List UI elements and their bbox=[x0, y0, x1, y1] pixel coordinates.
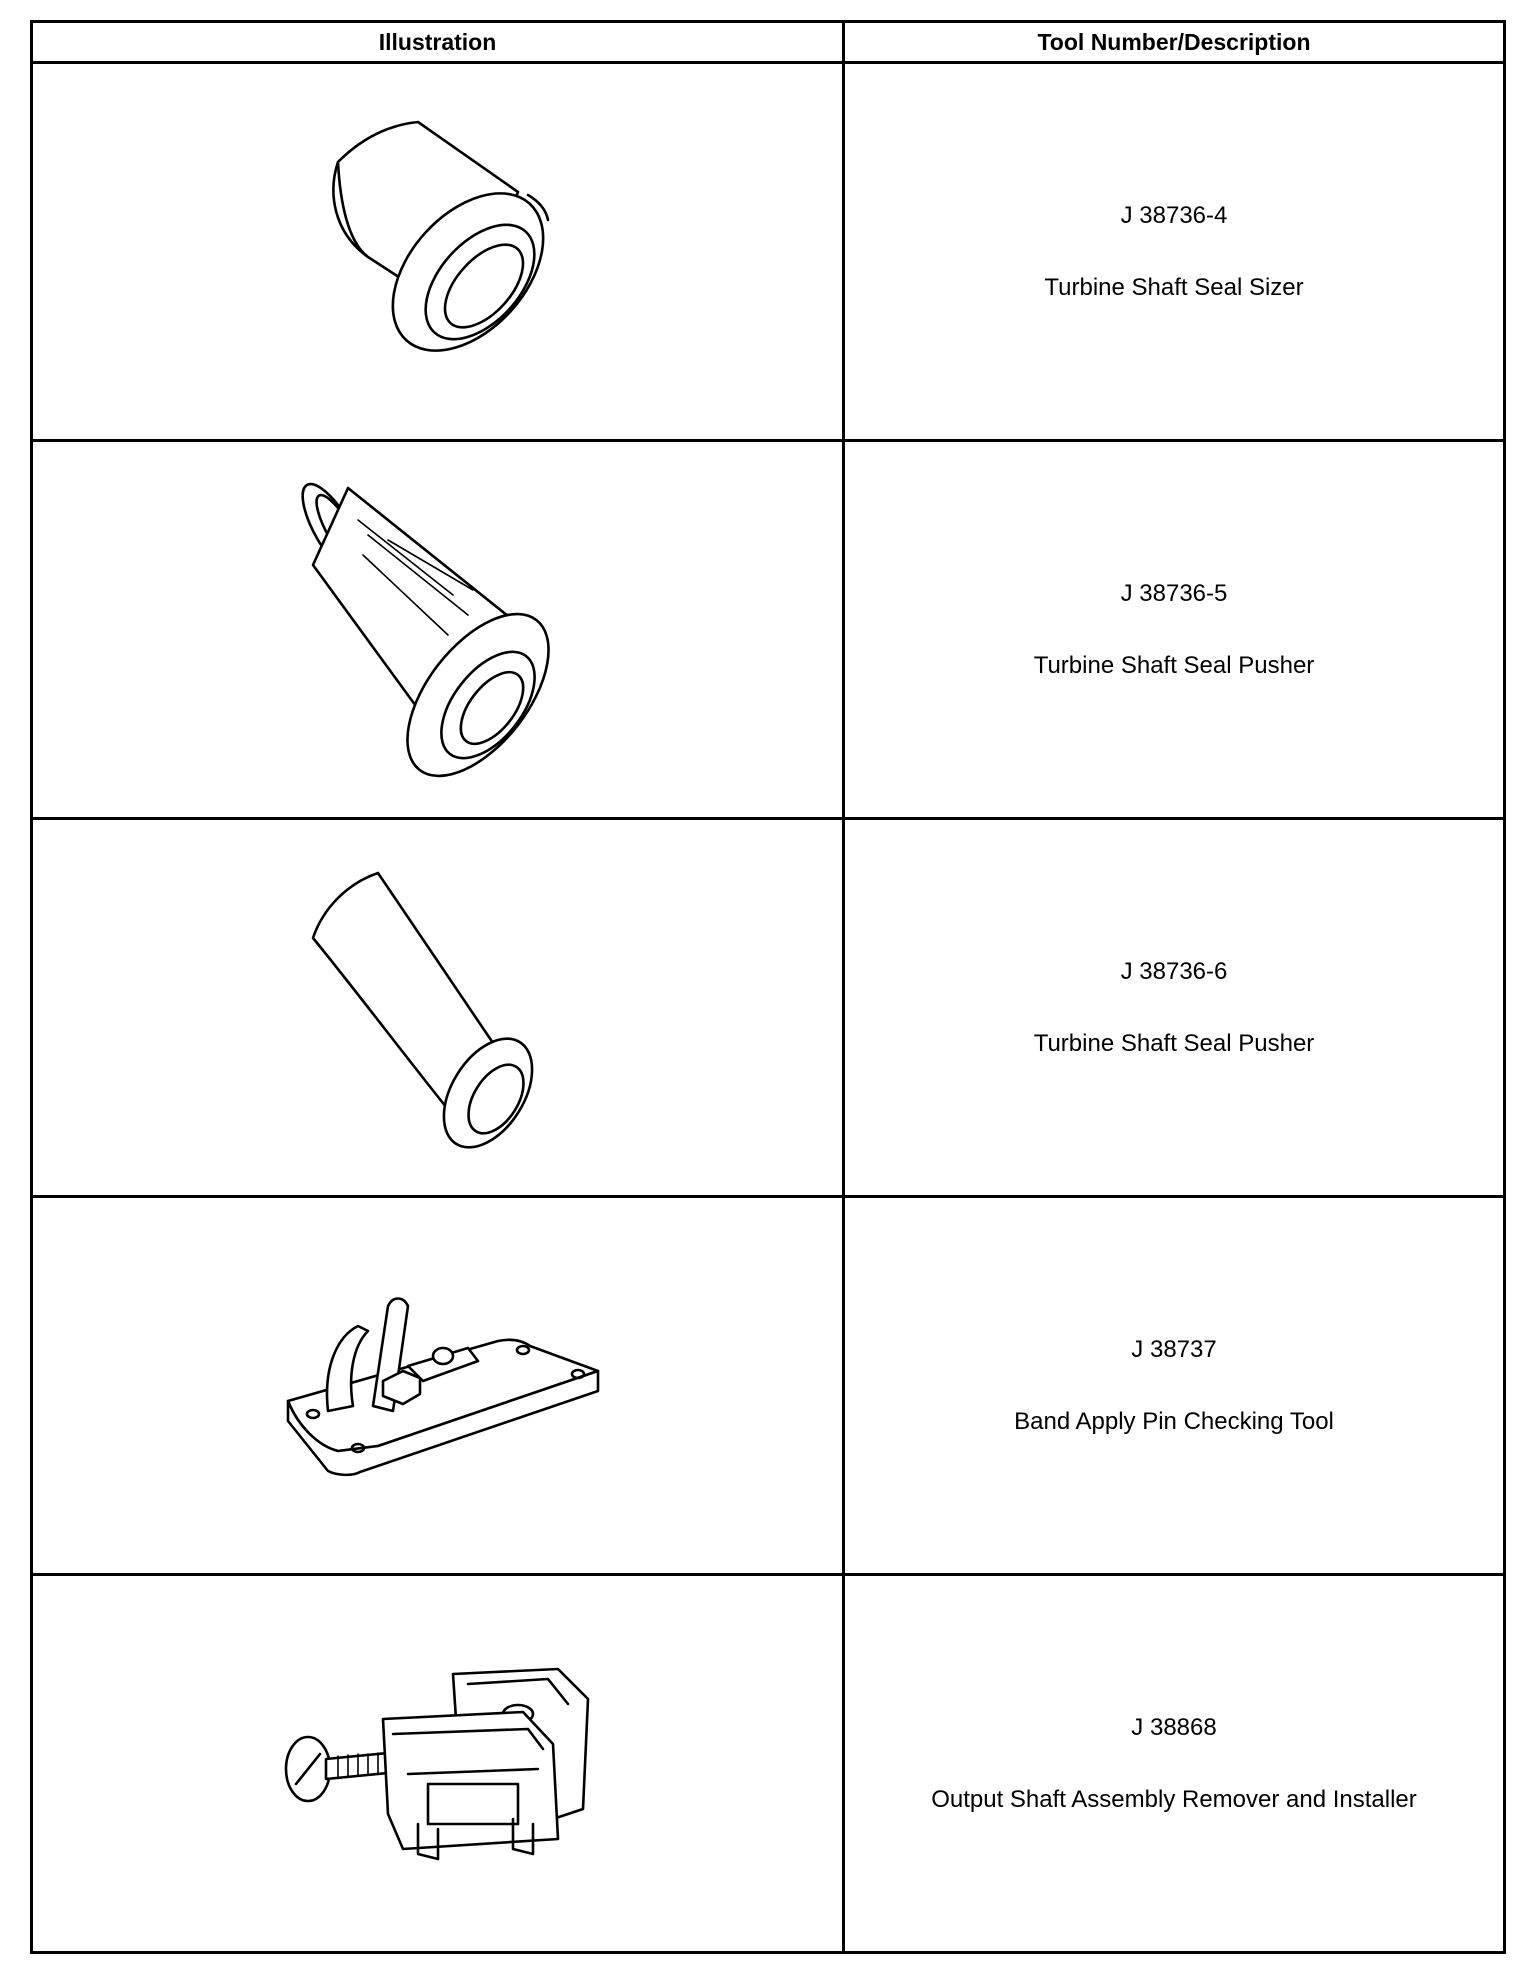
tool-table bbox=[30, 20, 1506, 1954]
seal-pusher-flanged-icon bbox=[278, 460, 598, 800]
description-cell bbox=[844, 1575, 1505, 1953]
description-cell bbox=[844, 441, 1505, 819]
table-row bbox=[32, 63, 1505, 441]
description-cell bbox=[844, 1197, 1505, 1575]
illustration-cell bbox=[32, 819, 844, 1197]
illustration-header: Illustration bbox=[32, 22, 844, 63]
tool-description: Band Apply Pin Checking Tool bbox=[1014, 1407, 1334, 1435]
table-row bbox=[32, 441, 1505, 819]
tool-number: J 38736-6 bbox=[1120, 957, 1228, 985]
tool-number: J 38736-5 bbox=[1120, 579, 1228, 607]
table-row bbox=[32, 1575, 1505, 1953]
band-apply-pin-tool-icon bbox=[268, 1266, 608, 1506]
illustration-cell bbox=[32, 1197, 844, 1575]
output-shaft-remover-icon bbox=[268, 1644, 608, 1884]
description-cell bbox=[844, 819, 1505, 1197]
tool-description: Turbine Shaft Seal Pusher bbox=[1033, 651, 1315, 679]
tool-number: J 38736-4 bbox=[1120, 201, 1228, 229]
table-row bbox=[32, 819, 1505, 1197]
table-row bbox=[32, 1197, 1505, 1575]
illustration-cell bbox=[32, 1575, 844, 1953]
illustration-cell bbox=[32, 441, 844, 819]
table-header-row bbox=[32, 22, 1505, 63]
tool-number: J 38737 bbox=[1131, 1335, 1217, 1363]
seal-pusher-icon bbox=[278, 843, 598, 1173]
description-header: Tool Number/Description bbox=[844, 22, 1505, 63]
seal-sizer-icon bbox=[278, 92, 598, 412]
tool-number: J 38868 bbox=[1131, 1713, 1217, 1741]
tool-description: Turbine Shaft Seal Pusher bbox=[1033, 1029, 1315, 1057]
description-cell bbox=[844, 63, 1505, 441]
illustration-cell bbox=[32, 63, 844, 441]
tool-description: Turbine Shaft Seal Sizer bbox=[1044, 273, 1304, 301]
tool-description: Output Shaft Assembly Remover and Installer bbox=[931, 1785, 1417, 1813]
